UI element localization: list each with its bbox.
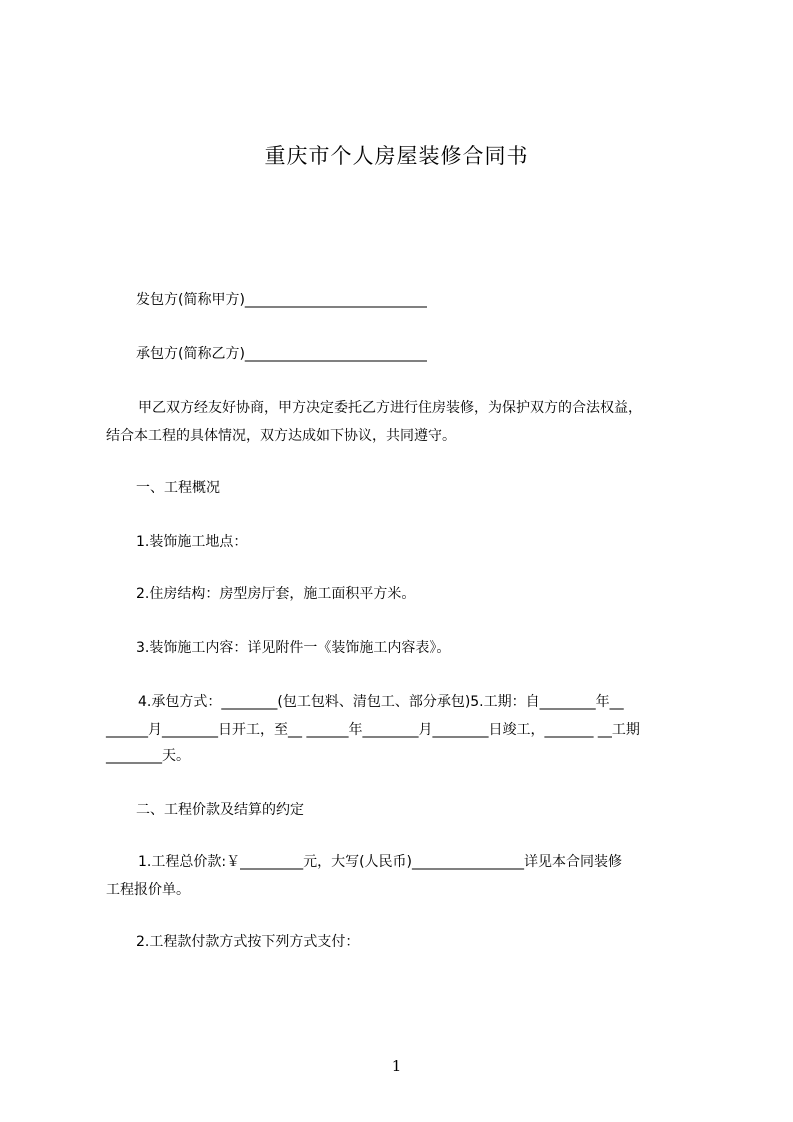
clause-contract-method-line-2: ______月________日开工，至__ ______年________月________日竣工，_______ __工期 <box>106 722 640 738</box>
clause-contract-method-line-1: 4.承包方式：________(包工包料、清包工、部分承包)5.工期：自________年__ <box>138 694 624 710</box>
document-title: 重庆市个人房屋装修合同书 <box>264 144 529 168</box>
party-b-line: 承包方(简称乙方)__________________________ <box>136 346 427 362</box>
page-number: 1 <box>391 1057 402 1075</box>
preamble-line-1: 甲乙双方经友好协商，甲方决定委托乙方进行住房装修，为保护双方的合法权益， <box>138 400 642 416</box>
clause-total-price-line-2: 工程报价单。 <box>106 882 190 898</box>
clause-housing-structure: 2.住房结构：房型房厅套，施工面积平方米。 <box>136 586 416 602</box>
clause-payment-method: 2.工程款付款方式按下列方式支付： <box>136 934 360 950</box>
preamble-line-2: 结合本工程的具体情况，双方达成如下协议，共同遵守。 <box>106 428 456 444</box>
clause-construction-site: 1.装饰施工地点： <box>136 534 248 550</box>
section-heading-price-settlement: 二、工程价款及结算的约定 <box>136 802 304 818</box>
clause-total-price-line-1: 1.工程总价款:￥_________元，大写(人民币)________________详见本合同装修 <box>138 854 622 870</box>
clause-construction-content: 3.装饰施工内容：详见附件一《装饰施工内容表》。 <box>136 640 451 656</box>
section-heading-project-overview: 一、工程概况 <box>136 480 220 496</box>
clause-contract-method-line-3: ________天。 <box>106 748 190 764</box>
party-a-line: 发包方(简称甲方)__________________________ <box>136 292 427 308</box>
